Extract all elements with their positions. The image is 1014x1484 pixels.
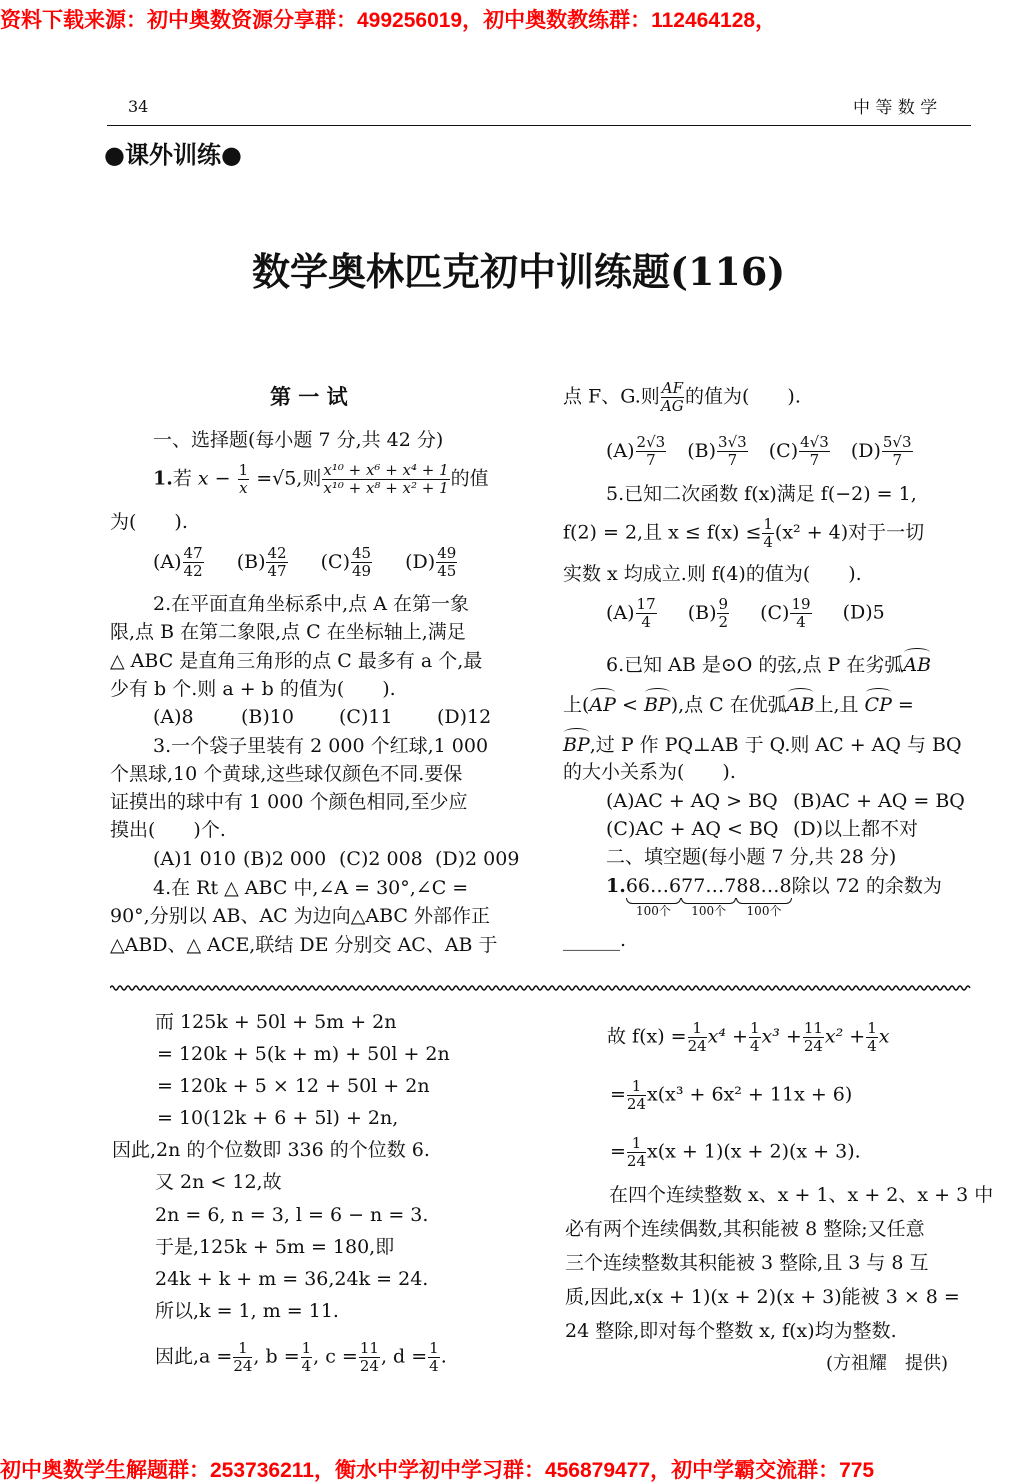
question-2: △ ABC 是直角三角形的点 C 最多有 a 个,最 (110, 650, 483, 672)
question-6: 上(AP < BP),点 C 在优弧AB上,且 CP = (563, 694, 914, 716)
question-6: 6.已知 AB 是⊙O 的弦,点 P 在劣弧AB (606, 654, 932, 676)
header-rule (107, 125, 971, 126)
question-1-cont: 为( ). (110, 511, 188, 533)
question-3: 证摸出的球中有 1 000 个颜色相同,至少应 (110, 791, 468, 813)
bottom-banner: 初中奥数学生解题群：253736211，衡水中学初中学习群：456879477，初中学霸交流群：775 (0, 1459, 875, 1482)
wavy-divider (110, 983, 972, 993)
question-4-cont: 点 F、G.则 $\frac{AF}{AG}$ 的值为( ). (563, 379, 801, 415)
question-4: △ABD、△ ACE,联结 DE 分别交 AC、AB 于 (110, 934, 498, 956)
solution-line: 质,因此,x(x + 1)(x + 2)(x + 3)能被 3 × 8 = (565, 1286, 960, 1308)
column-label: ●课外训练● (104, 140, 242, 169)
section1-heading: 一、选择题(每小题 7 分,共 42 分) (153, 429, 444, 451)
fx-line-1: 故 f(x) = $\frac{1}{24}$ x⁴ + $\frac{1}{4}$ x³ + $\frac{11}{24}$ x² + $\frac{1}{4}$ x (607, 1019, 890, 1055)
solution-line: 而 125k + 50l + 5m + 2n (155, 1011, 397, 1033)
fx-line-2: = $\frac{1}{24}$ x(x³ + 6x² + 11x + 6) (610, 1077, 853, 1113)
question-2: 2.在平面直角坐标系中,点 A 在第一象 (153, 593, 469, 615)
fx-line-3: = $\frac{1}{24}$ x(x + 1)(x + 2)(x + 3). (610, 1134, 861, 1170)
question-5: 实数 x 均成立.则 f(4)的值为( ). (563, 563, 862, 585)
question-3: 3.一个袋子里装有 2 000 个红球,1 000 (153, 735, 489, 757)
solution-line: 24k + k + m = 36,24k = 24. (155, 1268, 429, 1290)
credit: (方祖耀 提供) (826, 1353, 949, 1374)
solution-line: 必有两个连续偶数,其积能被 8 整除;又任意 (565, 1218, 925, 1240)
solution-line: 在四个连续整数 x、x + 1、x + 2、x + 3 中 (609, 1184, 994, 1206)
solution-line: 又 2n < 12,故 (155, 1171, 282, 1193)
journal-name: 中 等 数 学 (853, 98, 938, 118)
fill-question-1: 1. 66…6 100个 77…7 100个 88…8 100个 除以 72 的余数为 (606, 875, 942, 918)
question-5-options: (A) $\frac{17}{4}$ (B) $\frac{9}{2}$ (C) $\frac{19}{4}$ (D)5 (606, 595, 885, 631)
question-5: 5.已知二次函数 f(x)满足 f(−2) = 1, (606, 483, 917, 505)
question-2: 限,点 B 在第二象限,点 C 在坐标轴上,满足 (110, 621, 466, 643)
solution-line: 三个连续整数其积能被 3 整除,且 3 与 8 互 (565, 1252, 929, 1274)
question-6: BP,过 P 作 PQ⊥AB 于 Q.则 AC + AQ 与 BQ (563, 734, 962, 756)
page-title: 数学奥林匹克初中训练题(116) (252, 249, 786, 294)
solution-line: = 120k + 5(k + m) + 50l + 2n (157, 1043, 450, 1065)
question-4: 90°,分别以 AB、AC 为边向△ABC 外部作正 (110, 905, 490, 927)
question-1-options: (A) $\frac{47}{42}$ (B) $\frac{42}{47}$ (C) $\frac{45}{49}$ (D) $\frac{49}{45}$ (153, 544, 457, 580)
solution-line: 所以,k = 1, m = 11. (155, 1300, 339, 1322)
solution-line: 于是,125k + 5m = 180,即 (155, 1236, 395, 1258)
section2-heading: 二、填空题(每小题 7 分,共 28 分) (606, 846, 897, 868)
question-4-options: (A) $\frac{2√3}{7}$ (B) $\frac{3√3}{7}$ (C) $\frac{4√3}{7}$ (D) $\frac{5√3}{7}$ (606, 433, 912, 469)
solution-line: = 120k + 5 × 12 + 50l + 2n (157, 1075, 430, 1097)
question-3: 个黑球,10 个黄球,这些球仅颜色不同.要保 (110, 763, 463, 785)
solution-line: 2n = 6, n = 3, l = 6 − n = 3. (155, 1204, 429, 1226)
page-number: 34 (128, 97, 149, 116)
solution-line: = 10(12k + 6 + 5l) + 2n, (157, 1107, 399, 1129)
question-3: 摸出( )个. (110, 819, 226, 841)
solution-final: 因此,a = $\frac{1}{24}$ , b = $\frac{1}{4}$ , c = $\frac{11}{24}$ , d = $\frac{1}{4}$ . (155, 1339, 447, 1375)
question-6: 的大小关系为( ). (563, 761, 736, 783)
question-2: 少有 b 个.则 a + b 的值为( ). (110, 678, 396, 700)
question-5: f(2) = 2,且 x ≤ f(x) ≤ $\frac{1}{4}$ (x² + 4)对于一切 (563, 515, 925, 551)
question-4: 4.在 Rt △ ABC 中,∠A = 30°,∠C = (153, 877, 469, 899)
fill-answer-blank: ______. (563, 929, 627, 951)
top-banner: 资料下载来源：初中奥数资源分享群：499256019，初中奥数教练群：112464128， (0, 9, 777, 32)
round-title: 第 一 试 (270, 384, 348, 409)
solution-line: 24 整除,即对每个整数 x, f(x)均为整数. (565, 1320, 897, 1342)
solution-line: 因此,2n 的个位数即 336 的个位数 6. (112, 1139, 430, 1161)
question-1: 1.若 x − $\frac{1}{x}$ =√5,则 $\frac{\text{x¹⁰ + x⁶ + x⁴ + 1}}{\text{x¹⁰ + x⁸ + x² + 1}}$ 的值 (153, 461, 489, 497)
